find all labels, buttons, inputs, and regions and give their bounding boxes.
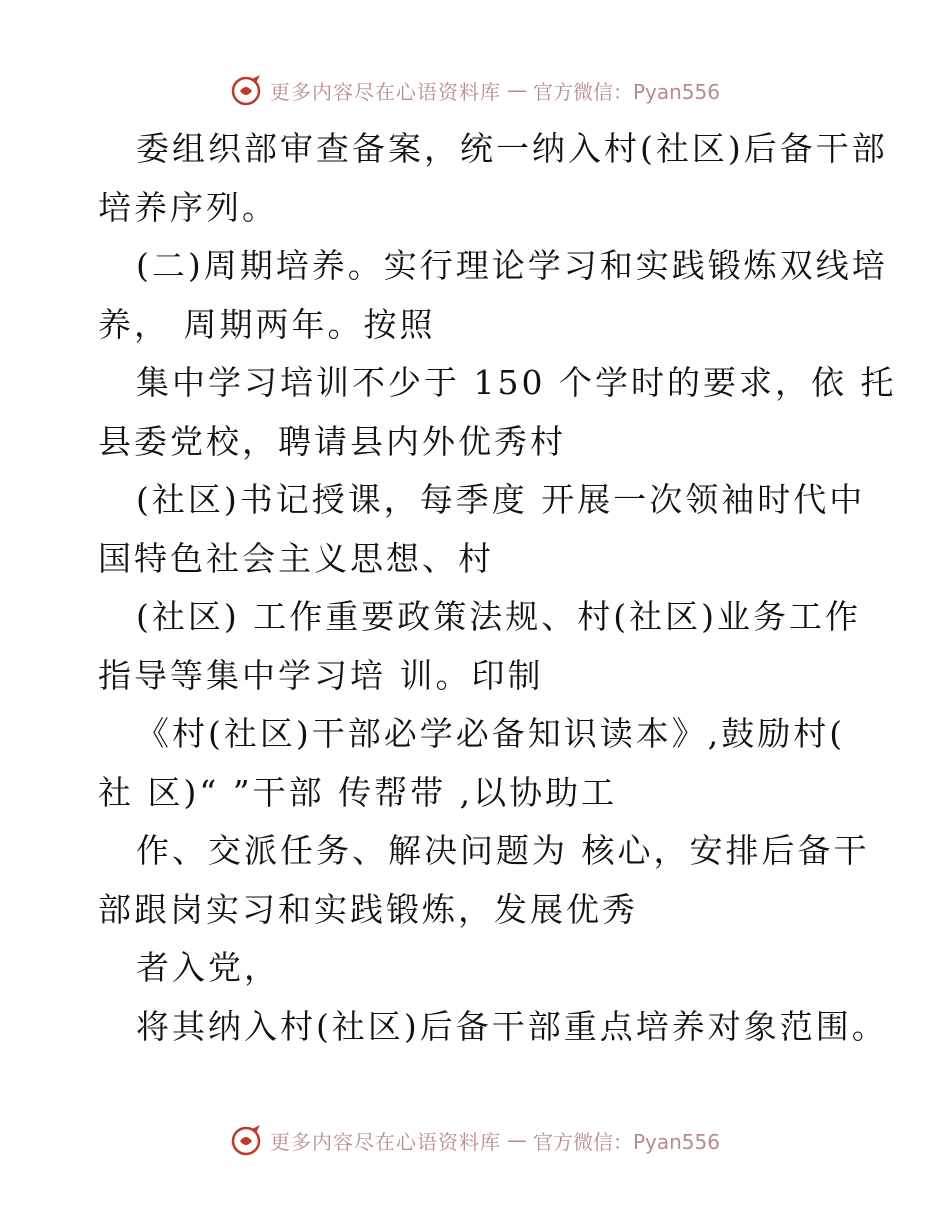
- text-line: (二)周期培养。实行理论学习和实践锻炼双线培: [136, 246, 888, 285]
- text-line: 部跟岗实习和实践锻炼，发展优秀: [98, 889, 638, 929]
- watermark-separator: —: [506, 1128, 527, 1152]
- watermark-text: 更多内容尽在心语资料库: [269, 79, 501, 104]
- watermark-contact: 官方微信：Pyan556: [532, 1129, 720, 1154]
- text-line: 集中学习培训不少于 150 个学时的要求，依 托: [136, 363, 897, 402]
- text-line: 指导等集中学习培 训。印制: [98, 655, 544, 695]
- text-line: 养， 周期两年。按照: [98, 304, 436, 344]
- watermark-footer: [0, 1120, 950, 1160]
- heart-pen-logo-icon: [230, 1123, 264, 1157]
- text-line: (社区) 工作重要政策法规、村(社区)业务工作: [136, 597, 861, 636]
- document-body: [98, 120, 897, 1056]
- text-line: 者入党，: [136, 948, 280, 987]
- watermark-contact: 官方微信：Pyan556: [532, 79, 720, 104]
- text-line: 作、交派任务、解决问题为 核心，安排后备干: [136, 831, 870, 870]
- watermark-separator: —: [506, 78, 527, 102]
- text-line: 《村(社区)干部必学必备知识读本》,鼓励村(: [136, 714, 846, 753]
- watermark-header: [0, 70, 950, 110]
- text-line: 培养序列。: [98, 187, 278, 227]
- text-line: (社区)书记授课，每季度 开展一次领袖时代中: [136, 480, 866, 519]
- text-line: 县委党校，聘请县内外优秀村: [98, 421, 566, 461]
- text-line: 国特色社会主义思想、村: [98, 538, 494, 578]
- text-line: 将其纳入村(社区)后备干部重点培养对象范围。: [136, 1006, 888, 1046]
- text-line: 社 区)“ ”干部 传帮带 ,以协助工: [98, 772, 618, 812]
- text-line: 委组织部审查备案，统一纳入村(社区)后备干部: [136, 129, 888, 168]
- heart-pen-logo-icon: [230, 73, 264, 107]
- watermark-text: 更多内容尽在心语资料库: [269, 1129, 501, 1154]
